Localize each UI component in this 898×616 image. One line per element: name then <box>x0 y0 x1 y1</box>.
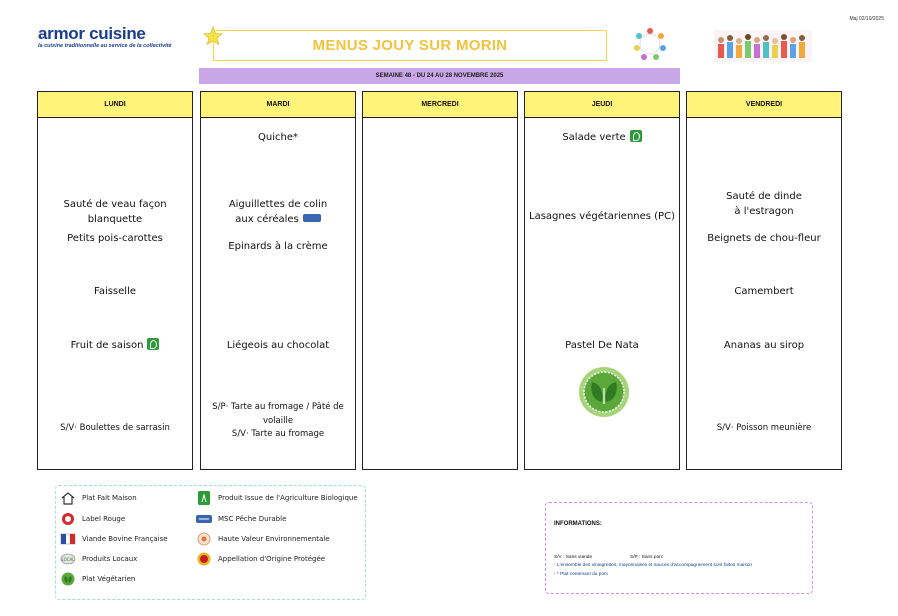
menu-item: Lasagnes végétariennes (PC) <box>529 211 675 222</box>
day-column-mardi <box>200 91 356 470</box>
page-title-text: MENUS JOUY SUR MORIN <box>312 37 508 54</box>
legend-item: Viande Bovine Française <box>60 532 168 546</box>
menu-item: Beignets de chou-fleur <box>707 233 821 244</box>
msc-icon <box>303 214 321 222</box>
menu-item: Camembert <box>734 286 794 297</box>
menu-item: Epinards à la crème <box>228 241 328 252</box>
menu-item: Aiguillettes de colin <box>228 199 328 210</box>
day-column-lundi <box>37 91 193 470</box>
page-title <box>213 30 607 61</box>
info-note: - L'ensemble des vinaigrettes, mayonnaises et sauces d'accompagnement sont faites maison <box>554 563 753 568</box>
day-header <box>363 92 517 118</box>
bio-icon <box>196 491 212 505</box>
menu-item: S/V· Boulettes de sarrasin <box>60 423 170 433</box>
children-crowd-illustration <box>714 30 812 62</box>
information-box <box>545 502 813 594</box>
menu-item: S/V· Poisson meunière <box>716 423 812 433</box>
menu-item: Pastel De Nata <box>565 340 639 351</box>
day-header <box>201 92 355 118</box>
legend-item: MSC Pêche Durable <box>196 512 286 526</box>
day-name: VENDREDI <box>745 101 783 108</box>
menu-item: Salade verte <box>525 130 679 145</box>
day-name: MERCREDI <box>421 101 459 108</box>
menu-item: S/P· Tarte au fromage / Pâté de <box>212 402 344 412</box>
legend-item: LOCAL Produits Locaux <box>60 552 137 566</box>
bio-icon <box>630 130 642 142</box>
brand-logo <box>38 24 172 49</box>
french-beef-icon <box>60 532 76 546</box>
local-products-icon <box>60 552 76 566</box>
week-banner <box>199 68 680 84</box>
vegetarian-icon <box>60 572 76 586</box>
children-circle-illustration <box>630 26 670 62</box>
menu-item: Ananas au sirop <box>723 340 805 351</box>
brand-name: armor cuisine <box>38 24 146 43</box>
brand-tagline: la cuisine traditionnelle au service de la collectivité <box>38 43 172 49</box>
label-rouge-icon <box>60 512 76 526</box>
vegetarian-icon <box>578 366 630 418</box>
menu-item: aux céréales <box>201 212 355 227</box>
menu-item: Sauté de dinde <box>726 191 802 202</box>
menu-item: volaille <box>262 416 294 426</box>
day-name: MARDI <box>266 101 290 108</box>
bio-icon <box>147 338 159 350</box>
day-name: LUNDI <box>104 101 126 108</box>
day-name: JEUDI <box>591 101 613 108</box>
menu-item: Sauté de veau façon blanquette <box>63 199 167 225</box>
menu-item: à l'estragon <box>734 206 794 217</box>
menu-item: S/V· Tarte au fromage <box>231 429 325 439</box>
menu-item: Fruit de saison <box>38 338 192 353</box>
day-header <box>687 92 841 118</box>
menu-item: Petits pois-carottes <box>67 233 163 244</box>
menu-item: Faisselle <box>93 286 137 297</box>
menu-item: Quiche* <box>258 132 298 143</box>
day-column-vendredi <box>686 91 842 470</box>
aop-icon <box>196 552 212 566</box>
hve-icon <box>196 532 212 546</box>
legend-item: Plat Fait Maison <box>60 491 137 505</box>
msc-icon <box>196 512 212 526</box>
legend-box <box>55 485 366 600</box>
sp-definition: S/P : Sans porc <box>630 555 664 560</box>
information-title: INFORMATIONS: <box>554 521 602 527</box>
day-header <box>525 92 679 118</box>
update-date: Maj 02/10/2025 <box>849 16 884 22</box>
legend-item: Appellation d'Origine Protégée <box>196 552 325 566</box>
legend-item: Label Rouge <box>60 512 125 526</box>
sv-definition: S/V : Sans viande <box>554 555 593 560</box>
legend-item: Haute Valeur Environnementale <box>196 532 330 546</box>
svg-text:LOCAL: LOCAL <box>61 557 75 562</box>
house-icon <box>60 491 76 505</box>
menu-item: Liégeois au chocolat <box>226 340 330 351</box>
week-label: SEMAINE 48 - DU 24 AU 28 NOVEMBRE 2025 <box>375 73 504 79</box>
legend-item: Produit Issue de l'Agriculture Biologique <box>196 491 358 505</box>
info-note: - * Plat contenant du porc <box>554 572 609 577</box>
day-header <box>38 92 192 118</box>
day-column-mercredi <box>362 91 518 470</box>
legend-item: Plat Végétarien <box>60 572 135 586</box>
